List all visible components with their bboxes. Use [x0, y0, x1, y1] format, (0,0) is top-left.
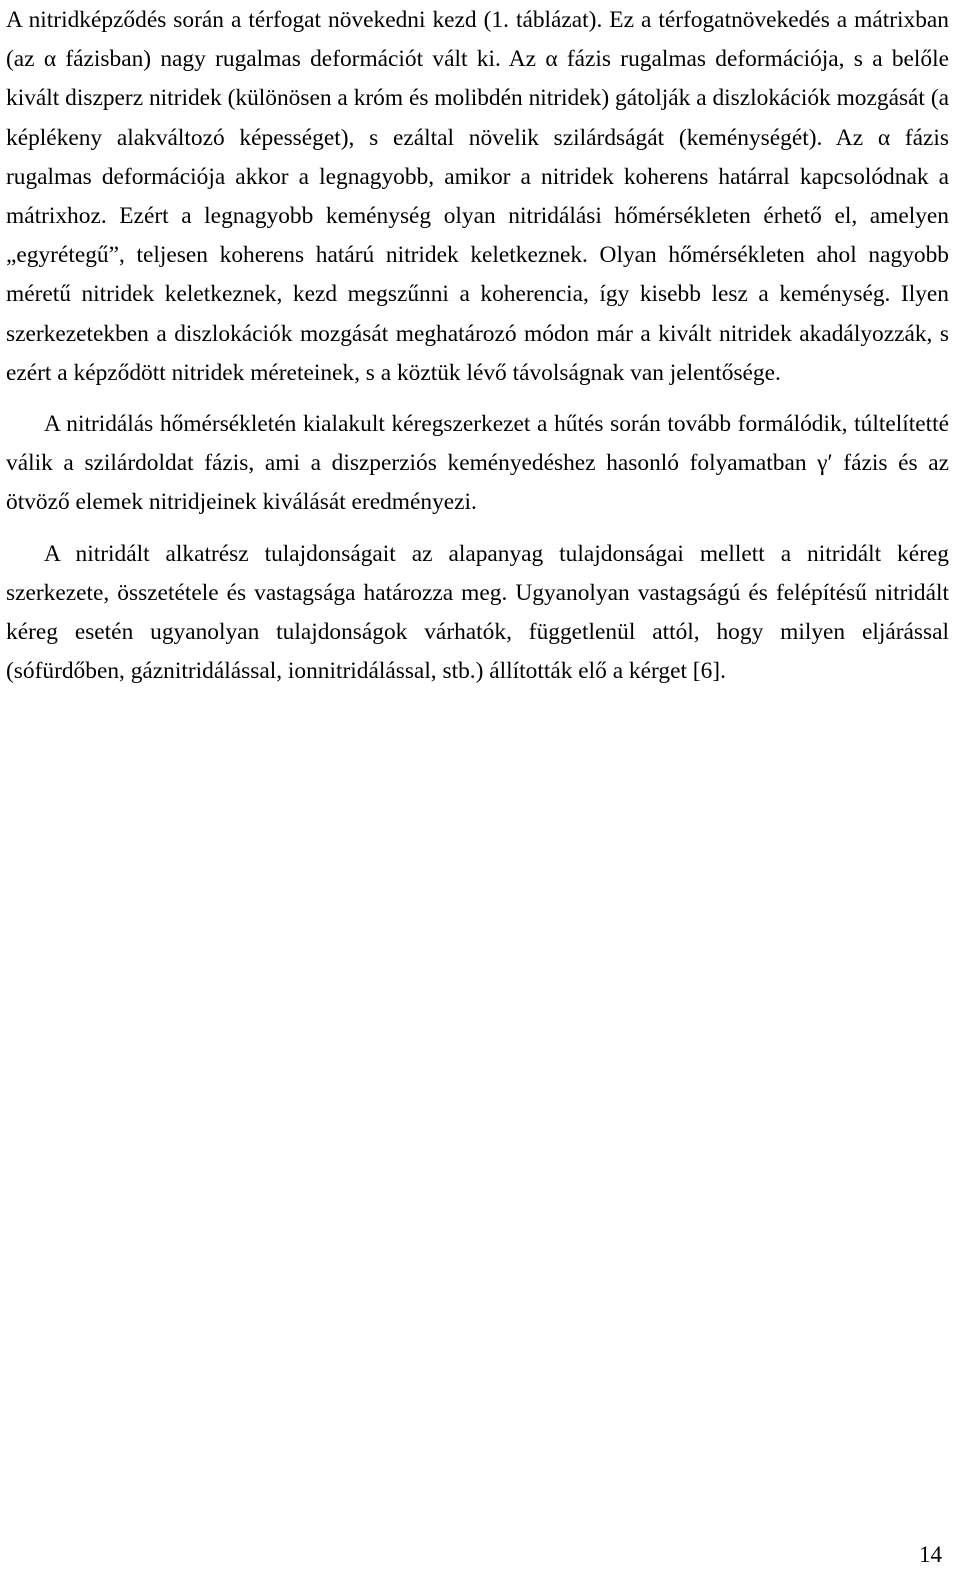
page-number: 14 — [919, 1542, 942, 1567]
paragraph-nitride-formation: A nitridképződés során a térfogat növekedni kezd (1. táblázat). Ez a térfogatnövekedés a mátrixban (az α fázisban) nagy rugalmas deformációt vált ki. Az α fázis rugalmas deformációja, s a belőle kivált diszperz nitridek (különösen a króm és molibdén nitridek) gátolják a diszlokációk mozgását (a képlékeny alakváltozó képességet), s ezáltal növelik szilárdságát (keménységét). Az α fázis rugalmas deformációja akkor a legnagyobb, amikor a nitridek koherens határral kapcsolódnak a mátrixhoz. Ezért a legnagyobb keménység olyan nitridálási hőmérsékleten érhető el, amelyen „egyrétegű”, teljesen koherens határú nitridek keletkeznek. Olyan hőmérsékleten ahol nagyobb méretű nitridek keletkeznek, kezd megszűnni a koherencia, így kisebb lesz a keménység. Ilyen szerkezetekben a diszlokációk mozgását meghatározó módon már a kivált nitridek akadályozzák, s ezért a képződött nitridek méreteinek, s a köztük lévő távolságnak van jelentősége. — [6, 7, 949, 386]
paragraph-part-properties: A nitridált alkatrész tulajdonságait az alapanyag tulajdonságai mellett a nitridált kéreg szerkezete, összetétele és vastagsága határozza meg. Ugyanolyan vastagságú és felépítésű nitridált kéreg esetén ugyanolyan tulajdonságok várhatók, függetlenül attól, hogy milyen eljárással (sófürdőben, gáznitridálással, ionnitridálással, stb.) állították elő a kérget [6]. — [6, 540, 949, 685]
paragraph-cooling-transformation: A nitridálás hőmérsékletén kialakult kéregszerkezet a hűtés során tovább formálódik, túltelítetté válik a szilárdoldat fázis, ami a diszperziós keményedéshez hasonló folyamatban γ′ fázis és az ötvöző elemek nitridjeinek kiválását eredményezi. — [6, 411, 949, 516]
document-body — [6, 0, 949, 691]
